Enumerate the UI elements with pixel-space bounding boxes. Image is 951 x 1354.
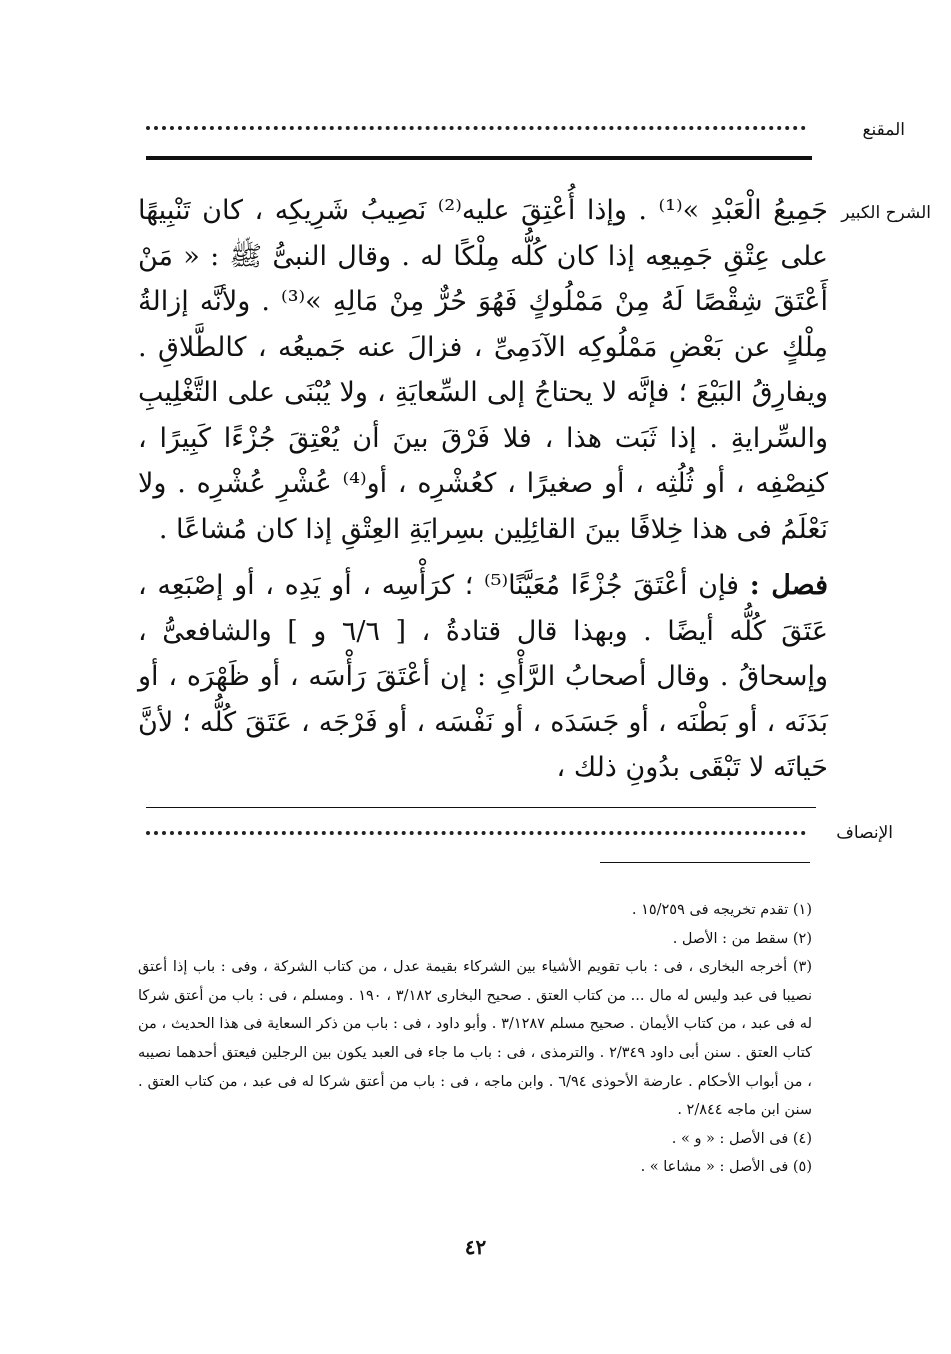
footnote-5: (٥) فى الأصل : « مشاعا » .: [640, 1159, 812, 1176]
sharh-paragraph-2-text: فإن أعْتَقَ جُزْءًا مُعَيَّنًا⁽⁵⁾ ؛ كرَأْسِه ، أو يَدِه ، أو إصْبَعِه ، عَتَقَ كُلُّه أيضًا . وبهذا قال قتادةُ ، [ ٦/٦ و ] والشافعىُّ ، وإسحاقُ . وقال أصحابُ الرَّأْىِ : إن أعْتَقَ رَأْسَه ، أو ظَهْرَه ، أو بَدَنَه ، أو بَطْنَه ، أو جَسَدَه ، أو نَفْسَه ، أو فَرْجَه ، عَتَقَ كُلُّه ؛ لأنَّ حَياتَه لا تَبْقَى بدُونِ ذلك ،: [138, 570, 828, 783]
footnote-3: (٣) أخرجه البخارى ، فى : باب تقويم الأشياء بين الشركاء بقيمة عدل ، من كتاب الشركة ، وفى : باب إذا أعتق نصيبا فى عبد وليس له مال ... من كتاب العتق . صحيح البخارى ٣/١٨٢ ، ١٩٠ . ومسلم ، فى : باب من أعتق شركا له فى عبد ، من كتاب الأيمان . صحيح مسلم ٣/١٢٨٧ . وأبو داود ، فى : باب من ذكر السعاية فى هذا الحديث ، من كتاب العتق . سنن أبى داود ٢/٣٤٩ . والترمذى ، فى : باب ما جاء فى العبد يكون بين الرجلين فيعتق أحدهما نصيبه ، من أبواب الأحكام . عارضة الأحوذى ٦/٩٤ . وابن ماجه ، فى : باب من أعتق شركا له فى عبد ، من كتاب العتق . سنن ابن ماجه ٢/٨٤٤ .: [138, 959, 812, 1119]
sharh-section-label: الشرح الكبير: [841, 203, 931, 223]
footnotes-block: [138, 896, 812, 1182]
sharh-bottom-rule: [146, 807, 816, 808]
footnote-separator: [600, 862, 810, 863]
footnote-4: (٤) فى الأصل : « و » .: [671, 1130, 812, 1147]
sharh-paragraph-2: [138, 563, 828, 791]
sharh-paragraph-1: جَمِيعُ الْعَبْدِ »⁽¹⁾ . وإذا أُعْتِقَ عليه⁽²⁾ نَصِيبُ شَرِيكِه ، كان تَنْبِيهًا على عِتْقِ جَمِيعِه إذا كان كُلُّه مِلْكًا له . وقال النبىُّ ﷺ : « مَنْ أَعْتَقَ شِقْصًا لَهُ مِنْ مَمْلُوكٍ فَهُوَ حُرٌّ مِنْ مَالِهِ »⁽³⁾ . ولأنَّه إزالةُ مِلْكٍ عن بَعْضِ مَمْلُوكِه الآدَمِىِّ ، فزالَ عنه جَميعُه ، كالطَّلاقِ . ويفارِقُ البَيْعَ ؛ فإنَّه لا يحتاجُ إلى السِّعايَةِ ، ولا يُبْنَى على التَّغْلِيبِ والسِّرايةِ . إذا ثَبَت هذا ، فلا فَرْقَ بينَ أن يُعْتِقَ جُزْءًا كَبِيرًا ، كنِصْفِه ، أو ثُلُثِه ، أو صغيرًا ، كعُشْرِه ، أو⁽⁴⁾ عُشْرِ عُشْرِه . ولا نَعْلَمُ فى هذا خِلافًا بينَ القائِلِين بسِرايَةِ العِتْقِ إذا كان مُشاعًا .: [138, 195, 828, 545]
muqni-section-label: المقنع: [862, 120, 905, 140]
footnote-2: (٢) سقط من : الأصل .: [672, 930, 812, 947]
insaf-dotted-line: [146, 831, 806, 835]
page-number: ٤٢: [464, 1235, 487, 1259]
footnote-1: (١) تقدم تخريجه فى ١٥/٢٥٩ .: [631, 902, 812, 918]
sharh-text-block: [138, 188, 828, 791]
muqni-dotted-line: [146, 126, 806, 130]
header-rule: [146, 156, 812, 160]
insaf-section-label: الإنصاف: [836, 823, 893, 843]
fasl-heading: فصل :: [749, 570, 828, 601]
